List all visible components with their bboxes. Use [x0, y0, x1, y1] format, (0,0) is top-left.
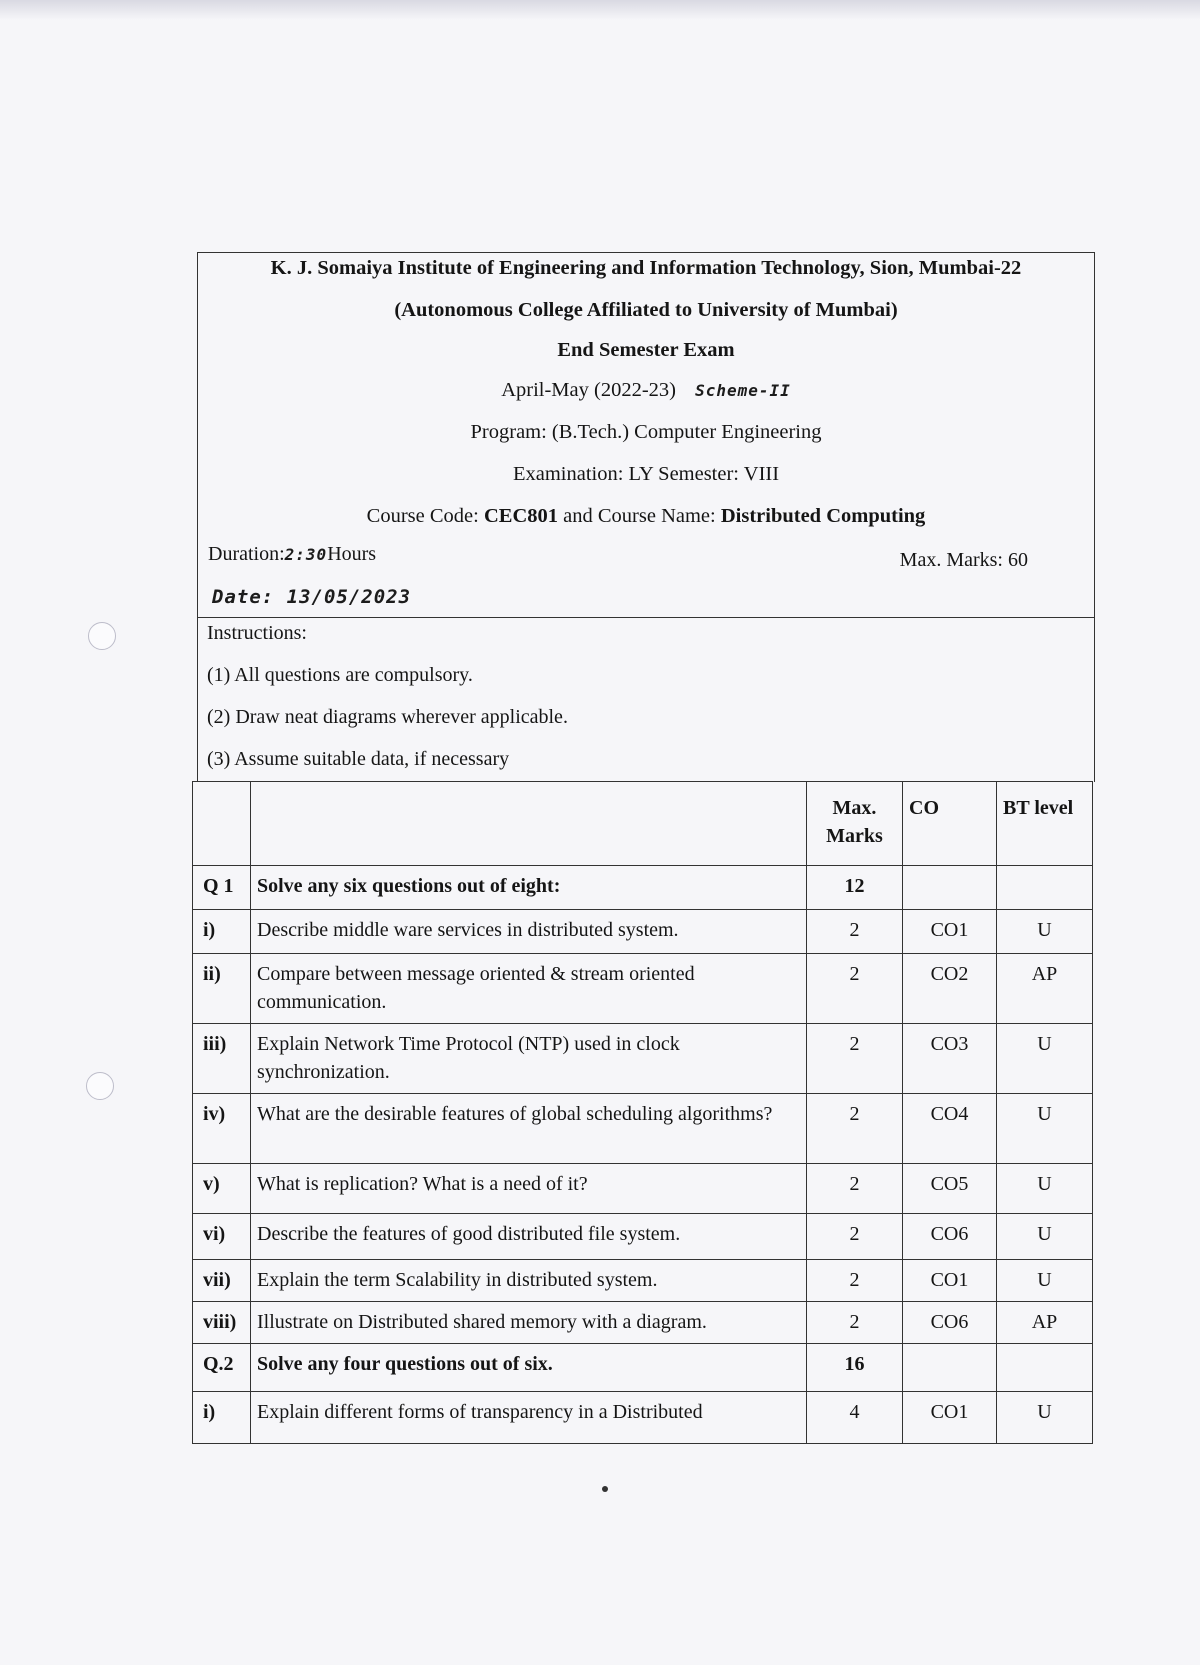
question-co: CO1: [903, 910, 997, 954]
question-marks: 2: [807, 910, 903, 954]
question-row: [193, 910, 1093, 954]
question-number: ii): [193, 954, 251, 1024]
section-title: Solve any six questions out of eight:: [251, 866, 807, 910]
question-text: Illustrate on Distributed shared memory with a diagram.: [251, 1302, 807, 1344]
question-bt-level: U: [997, 1392, 1093, 1444]
session: April-May (2022-23): [501, 379, 676, 401]
program: Program: (B.Tech.) Computer Engineering: [470, 421, 822, 443]
max-marks: Max. Marks: 60: [899, 549, 1028, 571]
duration-value: 2:30: [284, 545, 328, 564]
question-co: CO5: [903, 1164, 997, 1214]
question-number: iv): [193, 1094, 251, 1164]
duration-unit: Hours: [327, 543, 377, 565]
table-header-row: [193, 782, 1093, 866]
question-row: [193, 1164, 1093, 1214]
question-text: Explain Network Time Protocol (NTP) used in clock synchronization.: [251, 1024, 807, 1094]
course-line: [198, 503, 1094, 529]
exam-title: End Semester Exam: [557, 339, 735, 361]
question-marks: 2: [807, 954, 903, 1024]
question-number: v): [193, 1164, 251, 1214]
question-co: CO2: [903, 954, 997, 1024]
question-bt-level: U: [997, 1260, 1093, 1302]
question-marks: 2: [807, 1164, 903, 1214]
header-cell-max-marks: Max. Marks: [807, 782, 903, 866]
section-row: [193, 866, 1093, 910]
section-marks: 12: [807, 866, 903, 910]
question-number: viii): [193, 1302, 251, 1344]
question-row: [193, 1094, 1093, 1164]
course-code: CEC801: [483, 505, 559, 527]
section-bt: [997, 866, 1093, 910]
question-text: Explain the term Scalability in distributed system.: [251, 1260, 807, 1302]
course-code-label: Course Code:: [366, 505, 479, 527]
punch-hole-bottom: [86, 1072, 114, 1100]
institute-name: K. J. Somaiya Institute of Engineering and Information Technology, Sion, Mumbai-22: [270, 257, 1022, 279]
date-note: Date: 13/05/2023: [212, 586, 412, 608]
section-title: Solve any four questions out of six.: [251, 1344, 807, 1392]
section-bt: [997, 1344, 1093, 1392]
question-co: CO6: [903, 1214, 997, 1260]
section-co: [903, 866, 997, 910]
instructions: [197, 617, 1095, 782]
duration: [208, 543, 376, 566]
question-text: Describe the features of good distributed file system.: [251, 1214, 807, 1260]
header-cell-number: [193, 782, 251, 866]
question-co: CO6: [903, 1302, 997, 1344]
instruction-item: (2) Draw neat diagrams wherever applicable.: [207, 706, 568, 728]
scheme-note: Scheme-II: [695, 381, 791, 400]
question-row: [193, 1392, 1093, 1444]
section-number: Q.2: [193, 1344, 251, 1392]
question-text: Describe middle ware services in distributed system.: [251, 910, 807, 954]
header-cell-co: CO: [903, 782, 997, 866]
question-bt-level: U: [997, 910, 1093, 954]
question-text: Compare between message oriented & stream oriented communication.: [251, 954, 807, 1024]
section-co: [903, 1344, 997, 1392]
section-number: Q 1: [193, 866, 251, 910]
question-marks: 4: [807, 1392, 903, 1444]
question-row: [193, 1214, 1093, 1260]
questions-table: [192, 781, 1093, 1444]
question-number: iii): [193, 1024, 251, 1094]
instruction-item: (1) All questions are compulsory.: [207, 664, 473, 686]
examination: Examination: LY Semester: VIII: [512, 463, 780, 485]
session-line: [198, 377, 1094, 404]
question-bt-level: U: [997, 1214, 1093, 1260]
question-bt-level: AP: [997, 954, 1093, 1024]
question-bt-level: AP: [997, 1302, 1093, 1344]
course-name: Distributed Computing: [720, 505, 926, 527]
section-row: [193, 1344, 1093, 1392]
question-number: i): [193, 1392, 251, 1444]
question-bt-level: U: [997, 1024, 1093, 1094]
section-marks: 16: [807, 1344, 903, 1392]
question-text: Explain different forms of transparency in a Distributed: [251, 1392, 807, 1444]
duration-label: Duration:: [208, 543, 285, 565]
question-co: CO1: [903, 1392, 997, 1444]
question-co: CO1: [903, 1260, 997, 1302]
question-text: What is replication? What is a need of it?: [251, 1164, 807, 1214]
question-bt-level: U: [997, 1094, 1093, 1164]
question-co: CO3: [903, 1024, 997, 1094]
question-marks: 2: [807, 1094, 903, 1164]
question-marks: 2: [807, 1024, 903, 1094]
header-cell-bt-level: BT level: [997, 782, 1093, 866]
question-number: vi): [193, 1214, 251, 1260]
question-marks: 2: [807, 1302, 903, 1344]
affiliation: (Autonomous College Affiliated to University of Mumbai): [394, 299, 898, 321]
question-co: CO4: [903, 1094, 997, 1164]
question-marks: 2: [807, 1260, 903, 1302]
question-text: What are the desirable features of global scheduling algorithms?: [251, 1094, 807, 1164]
course-name-label: and Course Name:: [563, 505, 716, 527]
question-row: [193, 954, 1093, 1024]
speck-dot: [602, 1486, 608, 1492]
question-row: [193, 1024, 1093, 1094]
question-bt-level: U: [997, 1164, 1093, 1214]
exam-header: [197, 252, 1095, 617]
question-row: [193, 1302, 1093, 1344]
punch-hole-top: [88, 622, 116, 650]
question-number: i): [193, 910, 251, 954]
instructions-title: Instructions:: [207, 622, 307, 644]
question-number: vii): [193, 1260, 251, 1302]
question-marks: 2: [807, 1214, 903, 1260]
question-row: [193, 1260, 1093, 1302]
instruction-item: (3) Assume suitable data, if necessary: [207, 748, 510, 770]
header-cell-question: [251, 782, 807, 866]
